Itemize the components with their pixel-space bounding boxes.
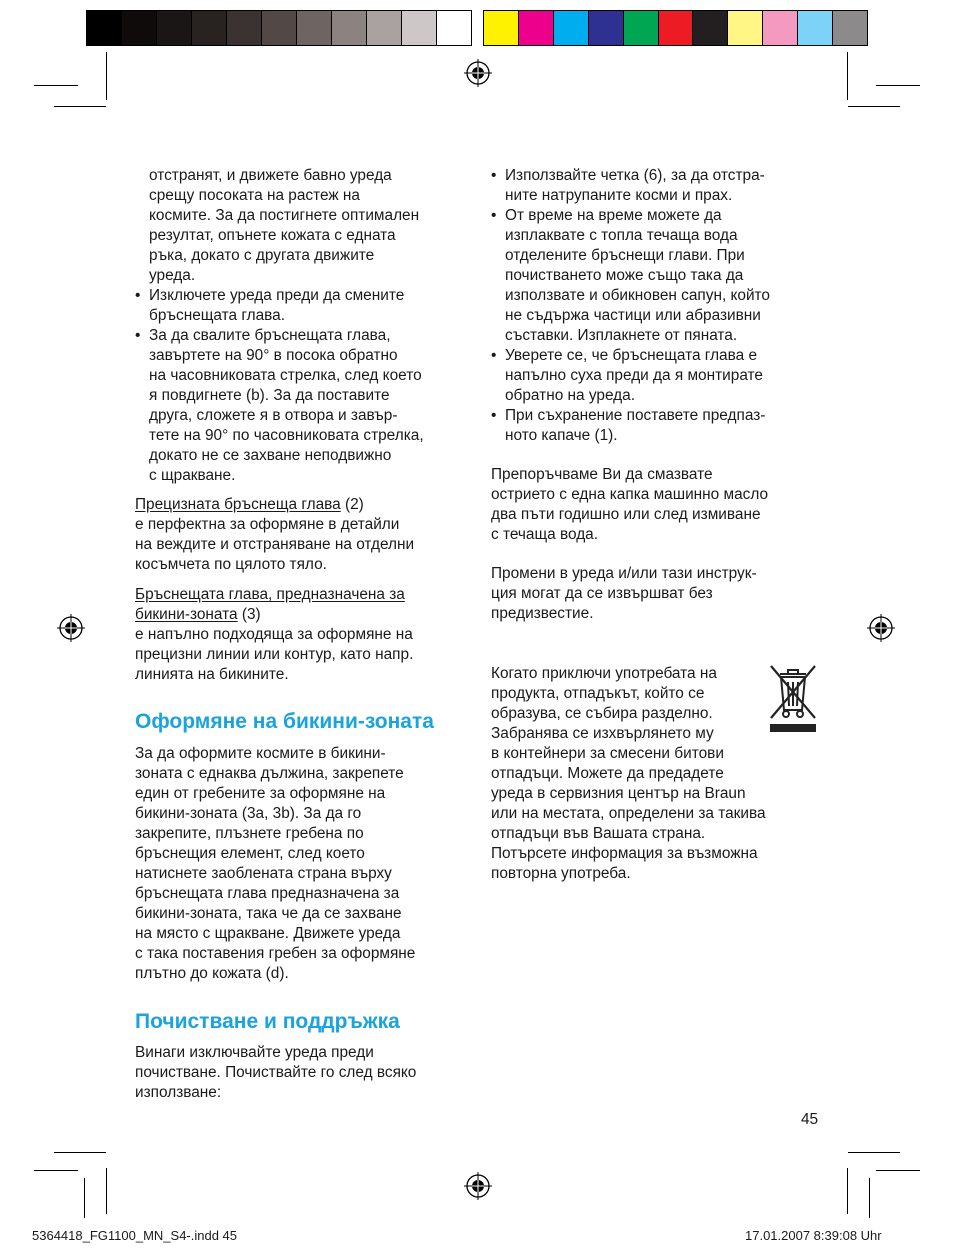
color-swatch xyxy=(589,11,624,45)
gray-swatch xyxy=(437,11,471,45)
gray-swatch xyxy=(332,11,367,45)
text-line: срещу посоката на растеж на xyxy=(149,187,360,204)
color-swatch xyxy=(728,11,763,45)
text-line: с течаща вода. xyxy=(491,526,599,543)
heading-bikini-shaping: Оформяне на бикини-зоната xyxy=(135,710,434,733)
text-line: почистване. Почиствайте го след всяко xyxy=(135,1064,417,1081)
text-line: прецизни линии или контур, като напр. xyxy=(135,646,414,663)
text-line: плътно до кожата (d). xyxy=(135,965,289,982)
text-line: закрепите, плъзнете гребена по xyxy=(135,825,364,842)
color-swatch xyxy=(484,11,519,45)
gray-swatch xyxy=(367,11,402,45)
text-line: • Уверете се, че бръснещата глава е xyxy=(505,347,758,364)
color-swatch xyxy=(693,11,728,45)
bullet-remove-head xyxy=(135,326,475,486)
text-line: тете на 90° по часовниковата стрелка, xyxy=(149,427,424,444)
text-line: използвате и обикновен сапун, който xyxy=(505,287,770,304)
text-line: резултат, опънете кожата с едната xyxy=(149,227,396,244)
bikini-section-text xyxy=(135,744,475,984)
text-line: докато не се захване неподвижно xyxy=(149,447,392,464)
right-column-bullets xyxy=(491,166,831,446)
text-line: бръснещата глава предназначена за xyxy=(135,885,400,902)
registration-mark-bottom xyxy=(464,1172,492,1200)
bikini-head-block xyxy=(135,585,475,685)
text-line: ръка, докато с другата движите xyxy=(149,247,375,264)
bullet-switch-off xyxy=(135,286,475,326)
bikini-head-term-line2: бикини-зоната xyxy=(135,606,238,623)
precision-head-text xyxy=(135,515,475,575)
text-line: не съдържа частици или абразивни xyxy=(505,307,761,324)
text-line: е перфектна за оформяне в детайли xyxy=(135,516,400,533)
text-line: отделените бръснещи глави. При xyxy=(505,247,745,264)
text-line: Винаги изключвайте уреда преди xyxy=(135,1044,374,1061)
text-line: предизвестие. xyxy=(491,605,594,622)
text-line: • За да свалите бръснещата глава, xyxy=(149,327,391,344)
bikini-head-term-line1: Бръснещата глава, предназначена за xyxy=(135,586,405,603)
gray-swatch xyxy=(157,11,192,45)
bikini-head-ref: (3) xyxy=(237,606,261,623)
gray-swatch xyxy=(402,11,437,45)
text-line: космите. За да постигнете оптимален xyxy=(149,207,420,224)
color-swatch xyxy=(519,11,554,45)
text-line: • Изключете уреда преди да смените xyxy=(149,287,405,304)
text-line: завъртете на 90° в посока обратно xyxy=(149,347,398,364)
heading-cleaning: Почистване и поддръжка xyxy=(135,1010,400,1033)
weee-crossed-bin-icon xyxy=(768,662,818,739)
color-swatch xyxy=(833,11,867,45)
text-line: Препоръчваме Ви да смазвате xyxy=(491,466,713,483)
text-line: повторна употреба. xyxy=(491,865,631,882)
text-line: ция могат да се извършват без xyxy=(491,585,713,602)
text-line: един от гребените за оформяне на xyxy=(135,785,386,802)
footer-timestamp: 17.01.2007 8:39:08 Uhr xyxy=(745,1228,882,1243)
text-line: или на местата, определени за такива xyxy=(491,805,766,822)
text-line: образува, се събира разделно. xyxy=(491,705,713,722)
text-line: бикини-зоната (3a, 3b). За да го xyxy=(135,805,362,822)
precision-head-term: Прецизната бръснеща глава xyxy=(135,496,341,513)
text-line: продукта, отпадъкът, който се xyxy=(491,685,705,702)
text-line: За да оформите космите в бикини- xyxy=(135,745,386,762)
gray-swatch xyxy=(192,11,227,45)
text-line: Забранява се изхвърлянето му xyxy=(491,725,714,742)
text-line: • Използвайте четка (6), за да отстра- xyxy=(505,167,765,184)
text-line: използване: xyxy=(135,1084,222,1101)
gray-swatch xyxy=(122,11,157,45)
text-line: Когато приключи употребата на xyxy=(491,665,717,682)
color-swatch xyxy=(798,11,833,45)
text-line: на веждите и отстраняване на отделни xyxy=(135,536,415,553)
text-line: е напълно подходяща за оформяне на xyxy=(135,626,413,643)
color-swatch xyxy=(554,11,589,45)
text-line: на място с щракване. Движете уреда xyxy=(135,925,401,942)
text-line: бръснещата глава. xyxy=(149,307,285,324)
text-line: линията на бикините. xyxy=(135,666,289,683)
text-line: с така поставения гребен за оформяне xyxy=(135,945,416,962)
text-line: с щракване. xyxy=(149,467,236,484)
changes-notice xyxy=(491,564,831,624)
text-line: в контейнери за смесени битови xyxy=(491,745,724,762)
color-swatch xyxy=(659,11,694,45)
grayscale-color-bar xyxy=(86,10,472,46)
text-line: ното капаче (1). xyxy=(505,427,618,444)
text-line: Промени в уреда и/или тази инструк- xyxy=(491,565,757,582)
text-line: • От време на време можете да xyxy=(505,207,722,224)
bullet-dry xyxy=(491,346,831,406)
cleaning-intro-text xyxy=(135,1043,475,1103)
continuation-paragraph xyxy=(135,166,475,286)
text-line: почистването може също така да xyxy=(505,267,744,284)
text-line: ните натрупаните косми и прах. xyxy=(505,187,733,204)
text-line: Потърсете информация за възможна xyxy=(491,845,758,862)
text-line: отпадъци. Можете да предадете xyxy=(491,765,724,782)
registration-mark-left xyxy=(57,614,85,642)
footer-file-info: 5364418_FG1100_MN_S4-.indd 45 xyxy=(32,1228,238,1243)
text-line: острието с една капка машинно масло xyxy=(491,486,769,503)
text-line: уреда. xyxy=(149,267,196,284)
text-line: бикини-зоната, така че да се захване xyxy=(135,905,402,922)
text-line: друга, сложете я в отвора и завър- xyxy=(149,407,398,424)
color-swatch xyxy=(624,11,659,45)
text-line: я повдигнете (b). За да поставите xyxy=(149,387,390,404)
text-line: отпадъци във Вашата страна. xyxy=(491,825,706,842)
text-line: • При съхранение поставете предпаз- xyxy=(505,407,766,424)
left-column xyxy=(135,166,475,486)
text-line: косъмчета по цялото тяло. xyxy=(135,556,327,573)
gray-swatch xyxy=(87,11,122,45)
text-line: отстранят, и движете бавно уреда xyxy=(149,167,392,184)
precision-head-ref: (2) xyxy=(340,496,364,513)
bullet-storage xyxy=(491,406,831,446)
bullet-rinse xyxy=(491,206,831,346)
page-number: 45 xyxy=(801,1111,819,1128)
text-line: напълно суха преди да я монтирате xyxy=(505,367,763,384)
text-line: съставки. Изплакнете от пяната. xyxy=(505,327,738,344)
registration-mark-top xyxy=(464,59,492,87)
text-line: обратно на уреда. xyxy=(505,387,635,404)
text-line: на часовниковата стрелка, след което xyxy=(149,367,422,384)
gray-swatch xyxy=(262,11,297,45)
color-swatch xyxy=(763,11,798,45)
bullet-brush xyxy=(491,166,831,206)
text-line: зоната с еднаква дължина, закрепете xyxy=(135,765,404,782)
text-line: уреда в сервизния център на Braun xyxy=(491,785,746,802)
process-color-bar xyxy=(483,10,868,46)
registration-mark-right xyxy=(867,614,895,642)
text-line: два пъти годишно или след измиване xyxy=(491,506,761,523)
oil-recommendation xyxy=(491,465,831,545)
gray-swatch xyxy=(227,11,262,45)
text-line: изплаквате с топла течаща вода xyxy=(505,227,738,244)
precision-head-block xyxy=(135,495,475,575)
bikini-head-text xyxy=(135,625,475,685)
text-line: бръснещия елемент, след което xyxy=(135,845,365,862)
gray-swatch xyxy=(297,11,332,45)
text-line: натиснете заоблената страна върху xyxy=(135,865,392,882)
